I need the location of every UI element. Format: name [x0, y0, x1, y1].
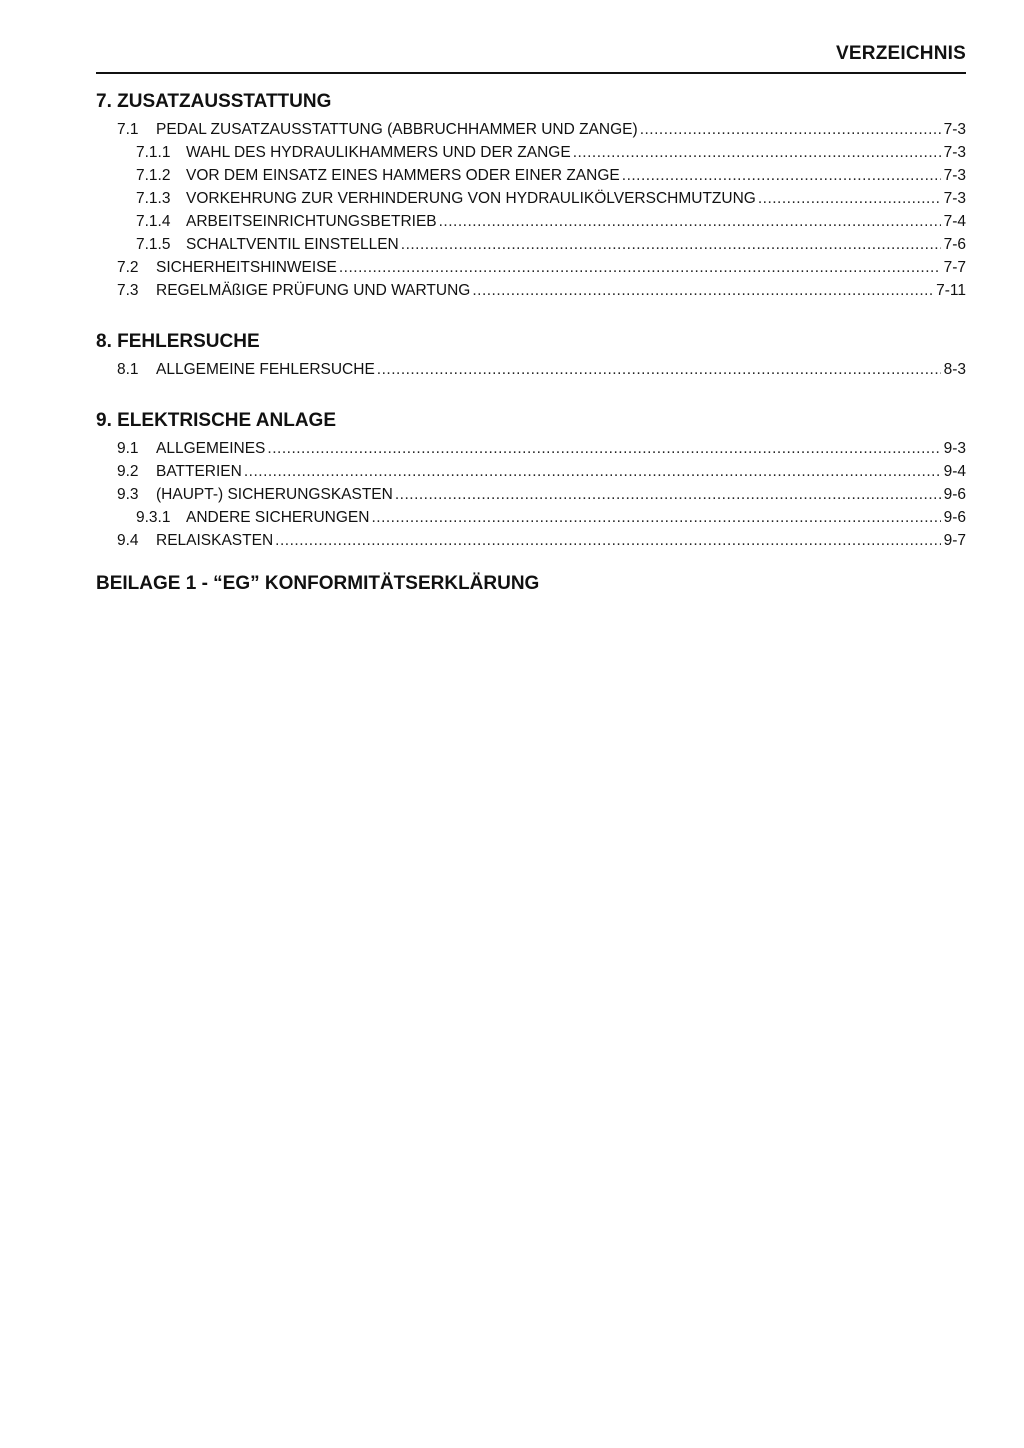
entry-page: 7-3 [943, 121, 966, 138]
entry-page: 7-3 [943, 144, 966, 161]
dot-leader [573, 141, 941, 164]
toc-entry[interactable] [96, 358, 966, 381]
toc-entry[interactable] [96, 483, 966, 506]
entry-title: ANDERE SICHERUNGEN [186, 509, 370, 526]
toc-entry[interactable] [96, 460, 966, 483]
entry-title: RELAISKASTEN [156, 532, 274, 549]
entry-page: 7-7 [943, 259, 966, 276]
dot-leader [622, 164, 941, 187]
entry-title: SCHALTVENTIL EINSTELLEN [186, 236, 399, 253]
entry-title: PEDAL ZUSATZAUSSTATTUNG (ABBRUCHHAMMER UND ZANGE) [156, 121, 638, 138]
entry-page: 9-4 [943, 463, 966, 480]
toc-section-8 [96, 330, 966, 381]
entry-title: VOR DEM EINSATZ EINES HAMMERS ODER EINER ZANGE [186, 167, 620, 184]
entry-number: 7.1.1 [136, 144, 171, 161]
toc-entry[interactable] [96, 187, 966, 210]
entry-number: 7.2 [117, 259, 139, 276]
entry-title: SICHERHEITSHINWEISE [156, 259, 337, 276]
dot-leader [472, 279, 933, 302]
toc-entry[interactable] [96, 437, 966, 460]
toc-entry[interactable] [96, 210, 966, 233]
section-heading: 8. FEHLERSUCHE [96, 331, 260, 352]
entry-page: 7-11 [936, 282, 966, 299]
page-title: VERZEICHNIS [836, 43, 966, 64]
entry-title: REGELMÄßIGE PRÜFUNG UND WARTUNG [156, 282, 471, 299]
entry-number: 7.1.3 [136, 190, 171, 207]
entry-page: 9-3 [943, 440, 966, 457]
entry-number: 7.1.5 [136, 236, 171, 253]
entry-page: 9-6 [943, 486, 966, 503]
toc-entry[interactable] [96, 529, 966, 552]
section-heading: 9. ELEKTRISCHE ANLAGE [96, 410, 336, 431]
dot-leader [377, 358, 941, 381]
section-heading: 7. ZUSATZAUSSTATTUNG [96, 91, 332, 112]
page-header [96, 0, 966, 74]
entry-page: 7-6 [943, 236, 966, 253]
dot-leader [395, 483, 941, 506]
entry-title: ALLGEMEINES [156, 440, 266, 457]
entry-title: ALLGEMEINE FEHLERSUCHE [156, 361, 375, 378]
toc-appendix [96, 572, 966, 596]
dot-leader [401, 233, 941, 256]
appendix-heading[interactable]: BEILAGE 1 - “EG” KONFORMITÄTSERKLÄRUNG [96, 573, 540, 594]
dot-leader [339, 256, 941, 279]
dot-leader [244, 460, 941, 483]
entry-number: 9.4 [117, 532, 139, 549]
entry-page: 7-3 [943, 190, 966, 207]
toc-entry[interactable] [96, 279, 966, 302]
entry-title: VORKEHRUNG ZUR VERHINDERUNG VON HYDRAULIKÖLVERSCHMUTZUNG [186, 190, 756, 207]
dot-leader [267, 437, 940, 460]
entry-number: 9.1 [117, 440, 139, 457]
dot-leader [371, 506, 940, 529]
document-page [96, 0, 966, 600]
entry-page: 9-7 [943, 532, 966, 549]
entry-page: 7-3 [943, 167, 966, 184]
toc-entry[interactable] [96, 233, 966, 256]
toc-entry[interactable] [96, 256, 966, 279]
dot-leader [640, 118, 941, 141]
entry-number: 7.1 [117, 121, 139, 138]
dot-leader [439, 210, 941, 233]
entry-title: WAHL DES HYDRAULIKHAMMERS UND DER ZANGE [186, 144, 571, 161]
entry-number: 7.3 [117, 282, 139, 299]
entry-page: 7-4 [943, 213, 966, 230]
entry-title: BATTERIEN [156, 463, 242, 480]
entry-number: 7.1.2 [136, 167, 171, 184]
entry-page: 9-6 [943, 509, 966, 526]
toc-entry[interactable] [96, 164, 966, 187]
entry-number: 7.1.4 [136, 213, 171, 230]
entry-page: 8-3 [943, 361, 966, 378]
toc-entry[interactable] [96, 506, 966, 529]
toc-entry[interactable] [96, 141, 966, 164]
dot-leader [275, 529, 940, 552]
dot-leader [758, 187, 941, 210]
toc-section-9 [96, 409, 966, 552]
entry-number: 9.3 [117, 486, 139, 503]
entry-number: 9.3.1 [136, 509, 171, 526]
toc-entry[interactable] [96, 118, 966, 141]
entry-number: 9.2 [117, 463, 139, 480]
entry-title: (HAUPT-) SICHERUNGSKASTEN [156, 486, 393, 503]
entry-number: 8.1 [117, 361, 139, 378]
toc-section-7 [96, 90, 966, 302]
entry-title: ARBEITSEINRICHTUNGSBETRIEB [186, 213, 437, 230]
